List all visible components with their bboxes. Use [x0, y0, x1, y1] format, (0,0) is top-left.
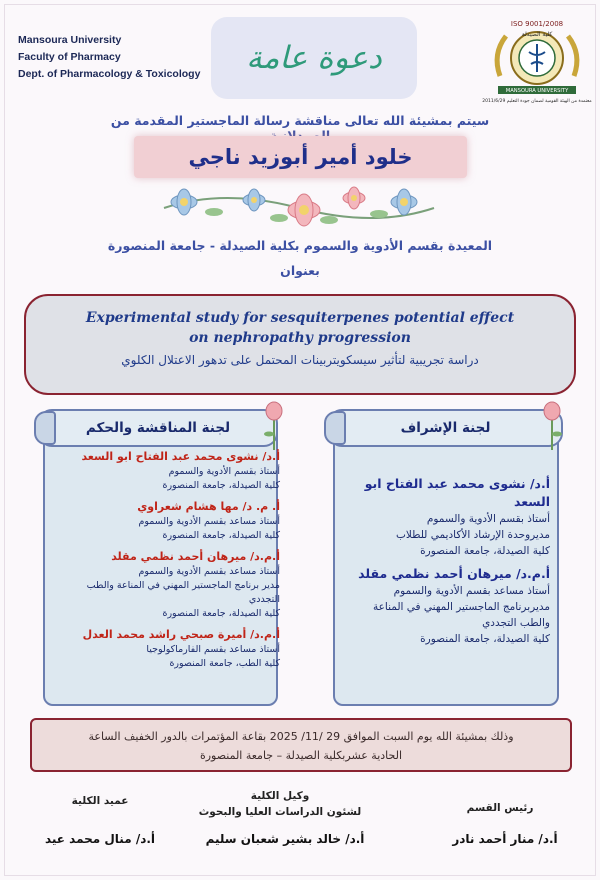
exam-member-4-name: أ.م.د/ أميرة صبحي راشد محمد العدل	[82, 628, 280, 641]
supervisor-2-name: أ.م.د/ ميرهان أحمد نظمي مقلد	[358, 566, 550, 581]
supervisor-2-position: أستاذ مساعد بقسم الأدوية والسموم	[393, 585, 550, 597]
faculty-name: Faculty of Pharmacy	[18, 51, 121, 63]
exam-member-3-name: أ.م.د/ ميرهان أحمد نظمي مقلد	[111, 550, 280, 563]
supervisor-1-role: مديروحدة الإرشاد الأكاديمي للطلاب	[395, 529, 550, 541]
supervisor-1-faculty: كلية الصيدلة، جامعة المنصورة	[420, 545, 550, 557]
candidate-affiliation: المعيدة بقسم الأدوية والسموم بكلية الصيدلة - جامعة المنصورة	[107, 238, 493, 253]
scroll-roll-icon	[34, 411, 56, 445]
supervision-committee-heading-text: لجنة الإشراف	[400, 420, 491, 436]
exam-member-2-faculty: كلية الصيدلة، جامعة المنصورة	[162, 530, 280, 541]
seal-iso-text: ISO 9001/2008	[510, 20, 564, 28]
signature-name-vice-dean: أ.د/ خالد بشير شعبان سليم	[205, 832, 365, 846]
supervision-committee-members	[340, 475, 550, 647]
supervisor-2-faculty: كلية الصيدلة، جامعة المنصورة	[420, 633, 550, 645]
signature-title-head: رئيس القسم	[466, 802, 534, 814]
titled-label: بعنوان	[280, 263, 320, 278]
examination-committee-heading-text: لجنة المناقشة والحكم	[85, 420, 231, 436]
exam-member-3-role: مدير برنامج الماجستير المهني في المناعة والطب التجددي	[86, 580, 280, 605]
schedule-date-line: وذلك بمشيئة الله يوم السبت الموافق 29 /11/ 2025 بقاعة المؤتمرات بالدور الخفيف الساعة	[88, 730, 514, 743]
seal-accreditation-text: معتمدة من الهيئة القومية لضمان جودة التعليم 2011/6/29	[482, 99, 592, 104]
supervisor-1-position: أستاذ بقسم الأدوية والسموم	[426, 513, 550, 525]
examination-committee-members	[55, 449, 280, 671]
candidate-name: خلود أمير أبوزيد ناجي	[188, 145, 413, 169]
public-invitation-banner	[211, 17, 417, 99]
schedule-box	[30, 718, 572, 772]
supervisor-2-role: مديربرنامج الماجستير المهني في المناعة والطب التجددي	[373, 601, 550, 629]
signature-title-dean: عميد الكلية	[71, 795, 129, 807]
thesis-title-box	[24, 294, 576, 395]
supervisor-1-name: أ.د/ نشوى محمد عبد الفتاح ابو السعد	[364, 476, 550, 509]
exam-member-4-faculty: كلية الطب، جامعة المنصورة	[169, 658, 280, 669]
exam-member-3-faculty: كلية الصيدلة، جامعة المنصورة	[162, 608, 280, 619]
exam-member-2-position: أستاذ مساعد بقسم الأدوية والسموم	[138, 516, 280, 527]
seal-university-text: MANSOURA UNIVERSITY	[505, 88, 569, 94]
exam-member-1-position: أستاذ بقسم الأدوية والسموم	[168, 466, 280, 477]
flower-garland-decoration	[154, 178, 444, 234]
exam-member-2-name: أ. م. د/ مها هشام شعراوي	[137, 500, 280, 513]
signature-name-head: أ.د/ منار أحمد نادر	[452, 832, 558, 846]
department-header	[18, 32, 208, 83]
thesis-title-arabic: دراسة تجريبية لتأثير سيسكويتربينات المحتمل على تدهور الاعتلال الكلوي	[121, 353, 479, 367]
thesis-title-english: Experimental study for sesquiterpenes potential effect on nephropathy progression	[85, 310, 515, 346]
exam-member-1-faculty: كلية الصيدلة، جامعة المنصورة	[162, 480, 280, 491]
signature-title-vice-dean: وكيل الكلية لشئون الدراسات العليا والبحوث	[198, 790, 362, 818]
schedule-venue-line: الحادية عشربكلية الصيدلة – جامعة المنصورة	[199, 749, 403, 762]
rose-stem-icon	[262, 400, 286, 452]
exam-member-4-position: أستاذ مساعد بقسم الفارماكولوجيا	[146, 644, 280, 655]
rose-stem-icon	[540, 400, 564, 452]
university-name: Mansoura University	[18, 34, 122, 46]
candidate-band	[134, 136, 467, 178]
exam-member-3-position: أستاذ مساعد بقسم الأدوية والسموم	[138, 566, 280, 577]
scroll-roll-icon	[324, 411, 346, 445]
seal-name-text: كلية الصيدلة	[521, 31, 553, 38]
faculty-seal-logo	[482, 14, 592, 106]
exam-member-1-name: أ.د/ نشوى محمد عبد الفتاح ابو السعد	[81, 450, 280, 463]
signature-name-dean: أ.د/ منال محمد عيد	[44, 832, 156, 846]
banner-title: دعوة عامة	[246, 40, 382, 76]
supervision-committee-heading	[328, 409, 563, 447]
department-name: Dept. of Pharmacology & Toxicology	[18, 68, 201, 80]
invitation-intro: سيتم بمشيئة الله تعالى مناقشة رسالة الماجستير المقدمة من	[110, 113, 490, 128]
examination-committee-heading	[38, 409, 278, 447]
